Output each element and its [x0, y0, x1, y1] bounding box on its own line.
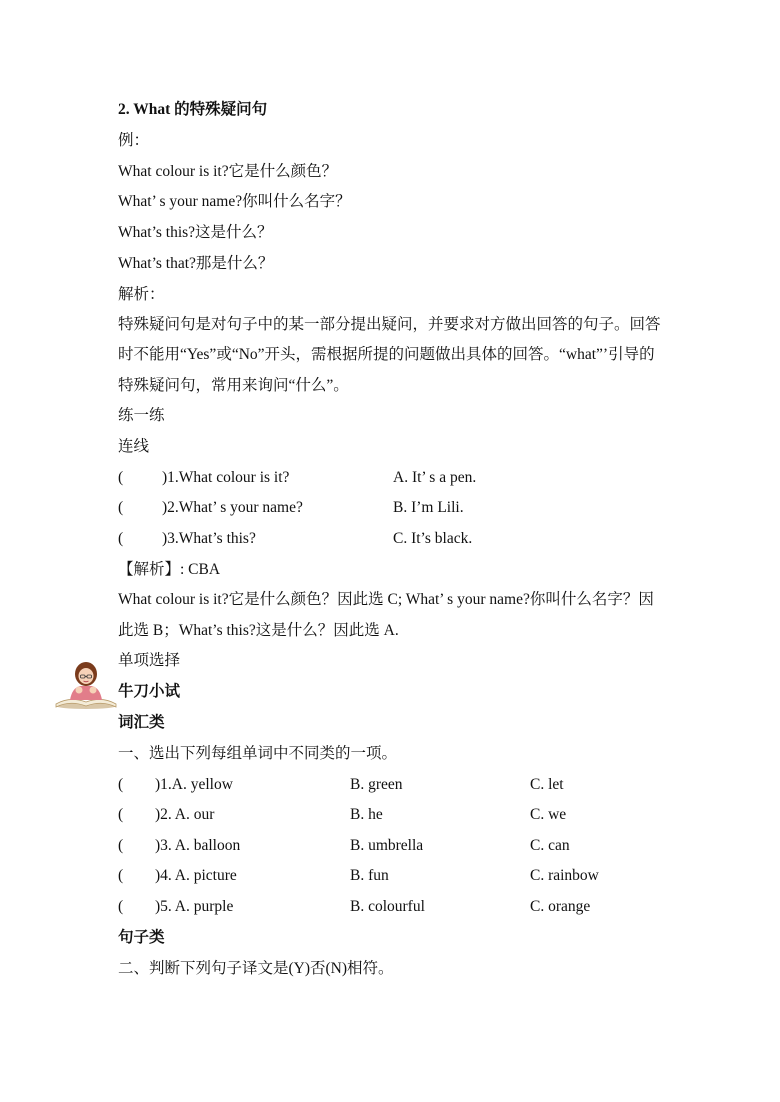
sentence-label: 句子类 [118, 929, 165, 946]
matching-question: )1.What colour is it? [162, 469, 290, 486]
practice-label: 练一练 [118, 407, 165, 424]
example-line: What’s this?这是什么？ [118, 224, 273, 241]
option-a: )2. A. our [155, 806, 215, 823]
matching-label: 连线 [118, 438, 150, 455]
option-a: )1.A. yellow [155, 776, 233, 793]
option-b: B. umbrella [350, 837, 424, 854]
answer-paren: ( [118, 469, 124, 486]
answer-paren: ( [118, 867, 124, 884]
option-a: )4. A. picture [155, 867, 237, 884]
example-label: 例： [118, 132, 150, 149]
option-c: C. can [530, 837, 570, 854]
teacher-reading-icon [52, 660, 120, 712]
q1-instruction: 一、选出下列每组单词中不同类的一项。 [118, 745, 398, 762]
answer-explanation: 此选 B；What’s this?这是什么？因此选 A. [118, 622, 399, 639]
analysis-text: 特殊疑问句是对句子中的某一部分提出疑问，并要求对方做出回答的句子。回答 [118, 316, 661, 333]
option-b: B. colourful [350, 898, 425, 915]
option-a: )3. A. balloon [155, 837, 241, 854]
analysis-text: 时不能用“Yes”或“No”开头，需根据所提的问题做出具体的回答。“what”’引导的 [118, 346, 655, 363]
section-title: 2. What 的特殊疑问句 [118, 101, 268, 118]
single-choice-label: 单项选择 [118, 652, 181, 669]
matching-question: )3.What’s this? [162, 530, 256, 547]
matching-question: )2.What’ s your name? [162, 499, 303, 516]
analysis-text: 特殊疑问句，常用来询问“什么”。 [118, 377, 349, 394]
option-b: B. he [350, 806, 383, 823]
answer-paren: ( [118, 806, 124, 823]
option-c: C. orange [530, 898, 591, 915]
option-c: C. let [530, 776, 564, 793]
matching-answer: B. I’m Lili. [393, 499, 464, 516]
option-a: )5. A. purple [155, 898, 234, 915]
example-line: What’ s your name?你叫什么名字？ [118, 193, 351, 210]
answer-explanation: What colour is it?它是什么颜色？因此选 C; What’ s your name?你叫什么名字？因 [118, 591, 654, 608]
option-c: C. rainbow [530, 867, 599, 884]
answer-paren: ( [118, 776, 124, 793]
matching-answer: A. It’ s a pen. [393, 469, 477, 486]
answer-paren: ( [118, 837, 124, 854]
q2-instruction: 二、判断下列句子译文是(Y)否(N)相符。 [118, 960, 394, 977]
matching-answer: C. It’s black. [393, 530, 473, 547]
option-b: B. fun [350, 867, 389, 884]
option-c: C. we [530, 806, 567, 823]
answer-key: 【解析】: CBA [118, 561, 221, 578]
answer-paren: ( [118, 499, 124, 516]
answer-paren: ( [118, 530, 124, 547]
example-line: What colour is it?它是什么颜色？ [118, 163, 338, 180]
option-b: B. green [350, 776, 403, 793]
vocab-label: 词汇类 [118, 714, 165, 731]
answer-paren: ( [118, 898, 124, 915]
trial-label: 牛刀小试 [118, 683, 181, 700]
analysis-label: 解析： [118, 286, 165, 303]
example-line: What’s that?那是什么？ [118, 255, 274, 272]
